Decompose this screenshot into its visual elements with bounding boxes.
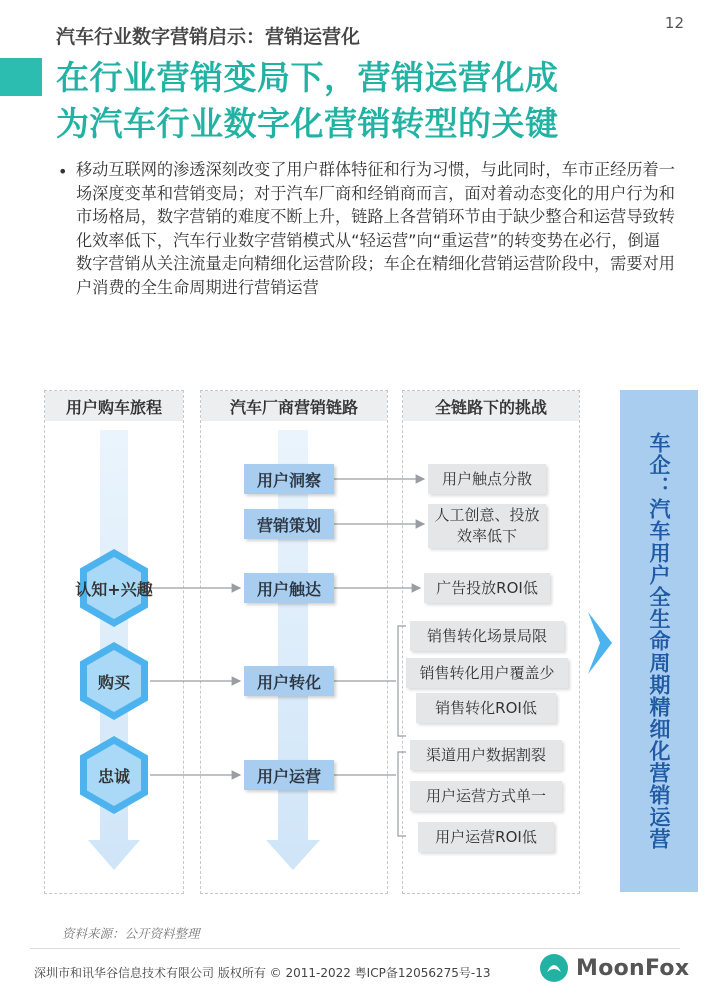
page-number: 12 bbox=[664, 14, 684, 32]
logo-wordmark: MoonFox bbox=[576, 955, 690, 981]
challenge-box: 渠道用户数据割裂 bbox=[410, 740, 562, 770]
chain-step-planning: 营销策划 bbox=[244, 509, 334, 539]
body-paragraph: 移动互联网的渗透深刻改变了用户群体特征和行为习惯，与此同时，车市正经历着一场深度变革和营销变局；对于汽车厂商和经销商而言，面对着动态变化的用户行为和市场格局，数字营销的难度不断上升，链路上各营销环节由于缺少整合和运营导致转化效率低下，汽车行业数字营销模式从“轻运营”向“重运营”的转变势在必行，倒逼数字营销从关注流量走向精细化运营阶段；车企在精细化营销运营阶段中，需要对用户消费的全生命周期进行营销运营 bbox=[76, 160, 675, 297]
challenge-box: 销售转化ROI低 bbox=[416, 693, 556, 723]
journey-column-header: 用户购车旅程 bbox=[45, 391, 183, 421]
section-title: 汽车行业数字营销启示：营销运营化 bbox=[56, 26, 361, 48]
headline-line-1: 在行业营销变局下，营销运营化成 bbox=[56, 58, 559, 97]
chain-column-header: 汽车厂商营销链路 bbox=[201, 391, 387, 421]
challenge-box: 广告投放ROI低 bbox=[424, 573, 550, 603]
moonfox-logo bbox=[538, 952, 689, 984]
challenge-box: 人工创意、投放效率低下 bbox=[428, 504, 546, 548]
challenge-box: 销售转化用户覆盖少 bbox=[406, 658, 568, 688]
headline-line-2: 为汽车行业数字化营销转型的关键 bbox=[56, 104, 559, 143]
journey-stage-purchase: 购买 bbox=[80, 642, 148, 720]
moonfox-logo-icon bbox=[538, 952, 570, 984]
challenge-box: 用户运营ROI低 bbox=[418, 822, 554, 852]
challenges-column-header: 全链路下的挑战 bbox=[403, 391, 579, 421]
chain-step-conversion: 用户转化 bbox=[244, 666, 334, 696]
footer-divider bbox=[30, 948, 680, 949]
challenge-box: 用户触点分散 bbox=[428, 464, 546, 494]
journey-stage-loyalty: 忠诚 bbox=[80, 736, 148, 814]
source-note: 资料来源：公开资料整理 bbox=[62, 926, 200, 941]
chain-step-reach: 用户触达 bbox=[244, 573, 334, 603]
chain-step-operation: 用户运营 bbox=[244, 760, 334, 790]
bullet-icon: • bbox=[58, 162, 68, 181]
chain-step-insight: 用户洞察 bbox=[244, 464, 334, 494]
challenge-box: 销售转化场景局限 bbox=[410, 621, 564, 651]
conclusion-panel bbox=[620, 390, 698, 892]
footer-copyright: 深圳市和讯华谷信息技术有限公司 版权所有 © 2011-2022 粤ICP备12056275号-13 bbox=[34, 966, 491, 980]
journey-stage-awareness: 认知+兴趣 bbox=[80, 549, 148, 627]
challenge-box: 用户运营方式单一 bbox=[410, 781, 562, 811]
conclusion-text: 车企：汽车用户全生命周期精细化营销运营 bbox=[647, 432, 671, 850]
